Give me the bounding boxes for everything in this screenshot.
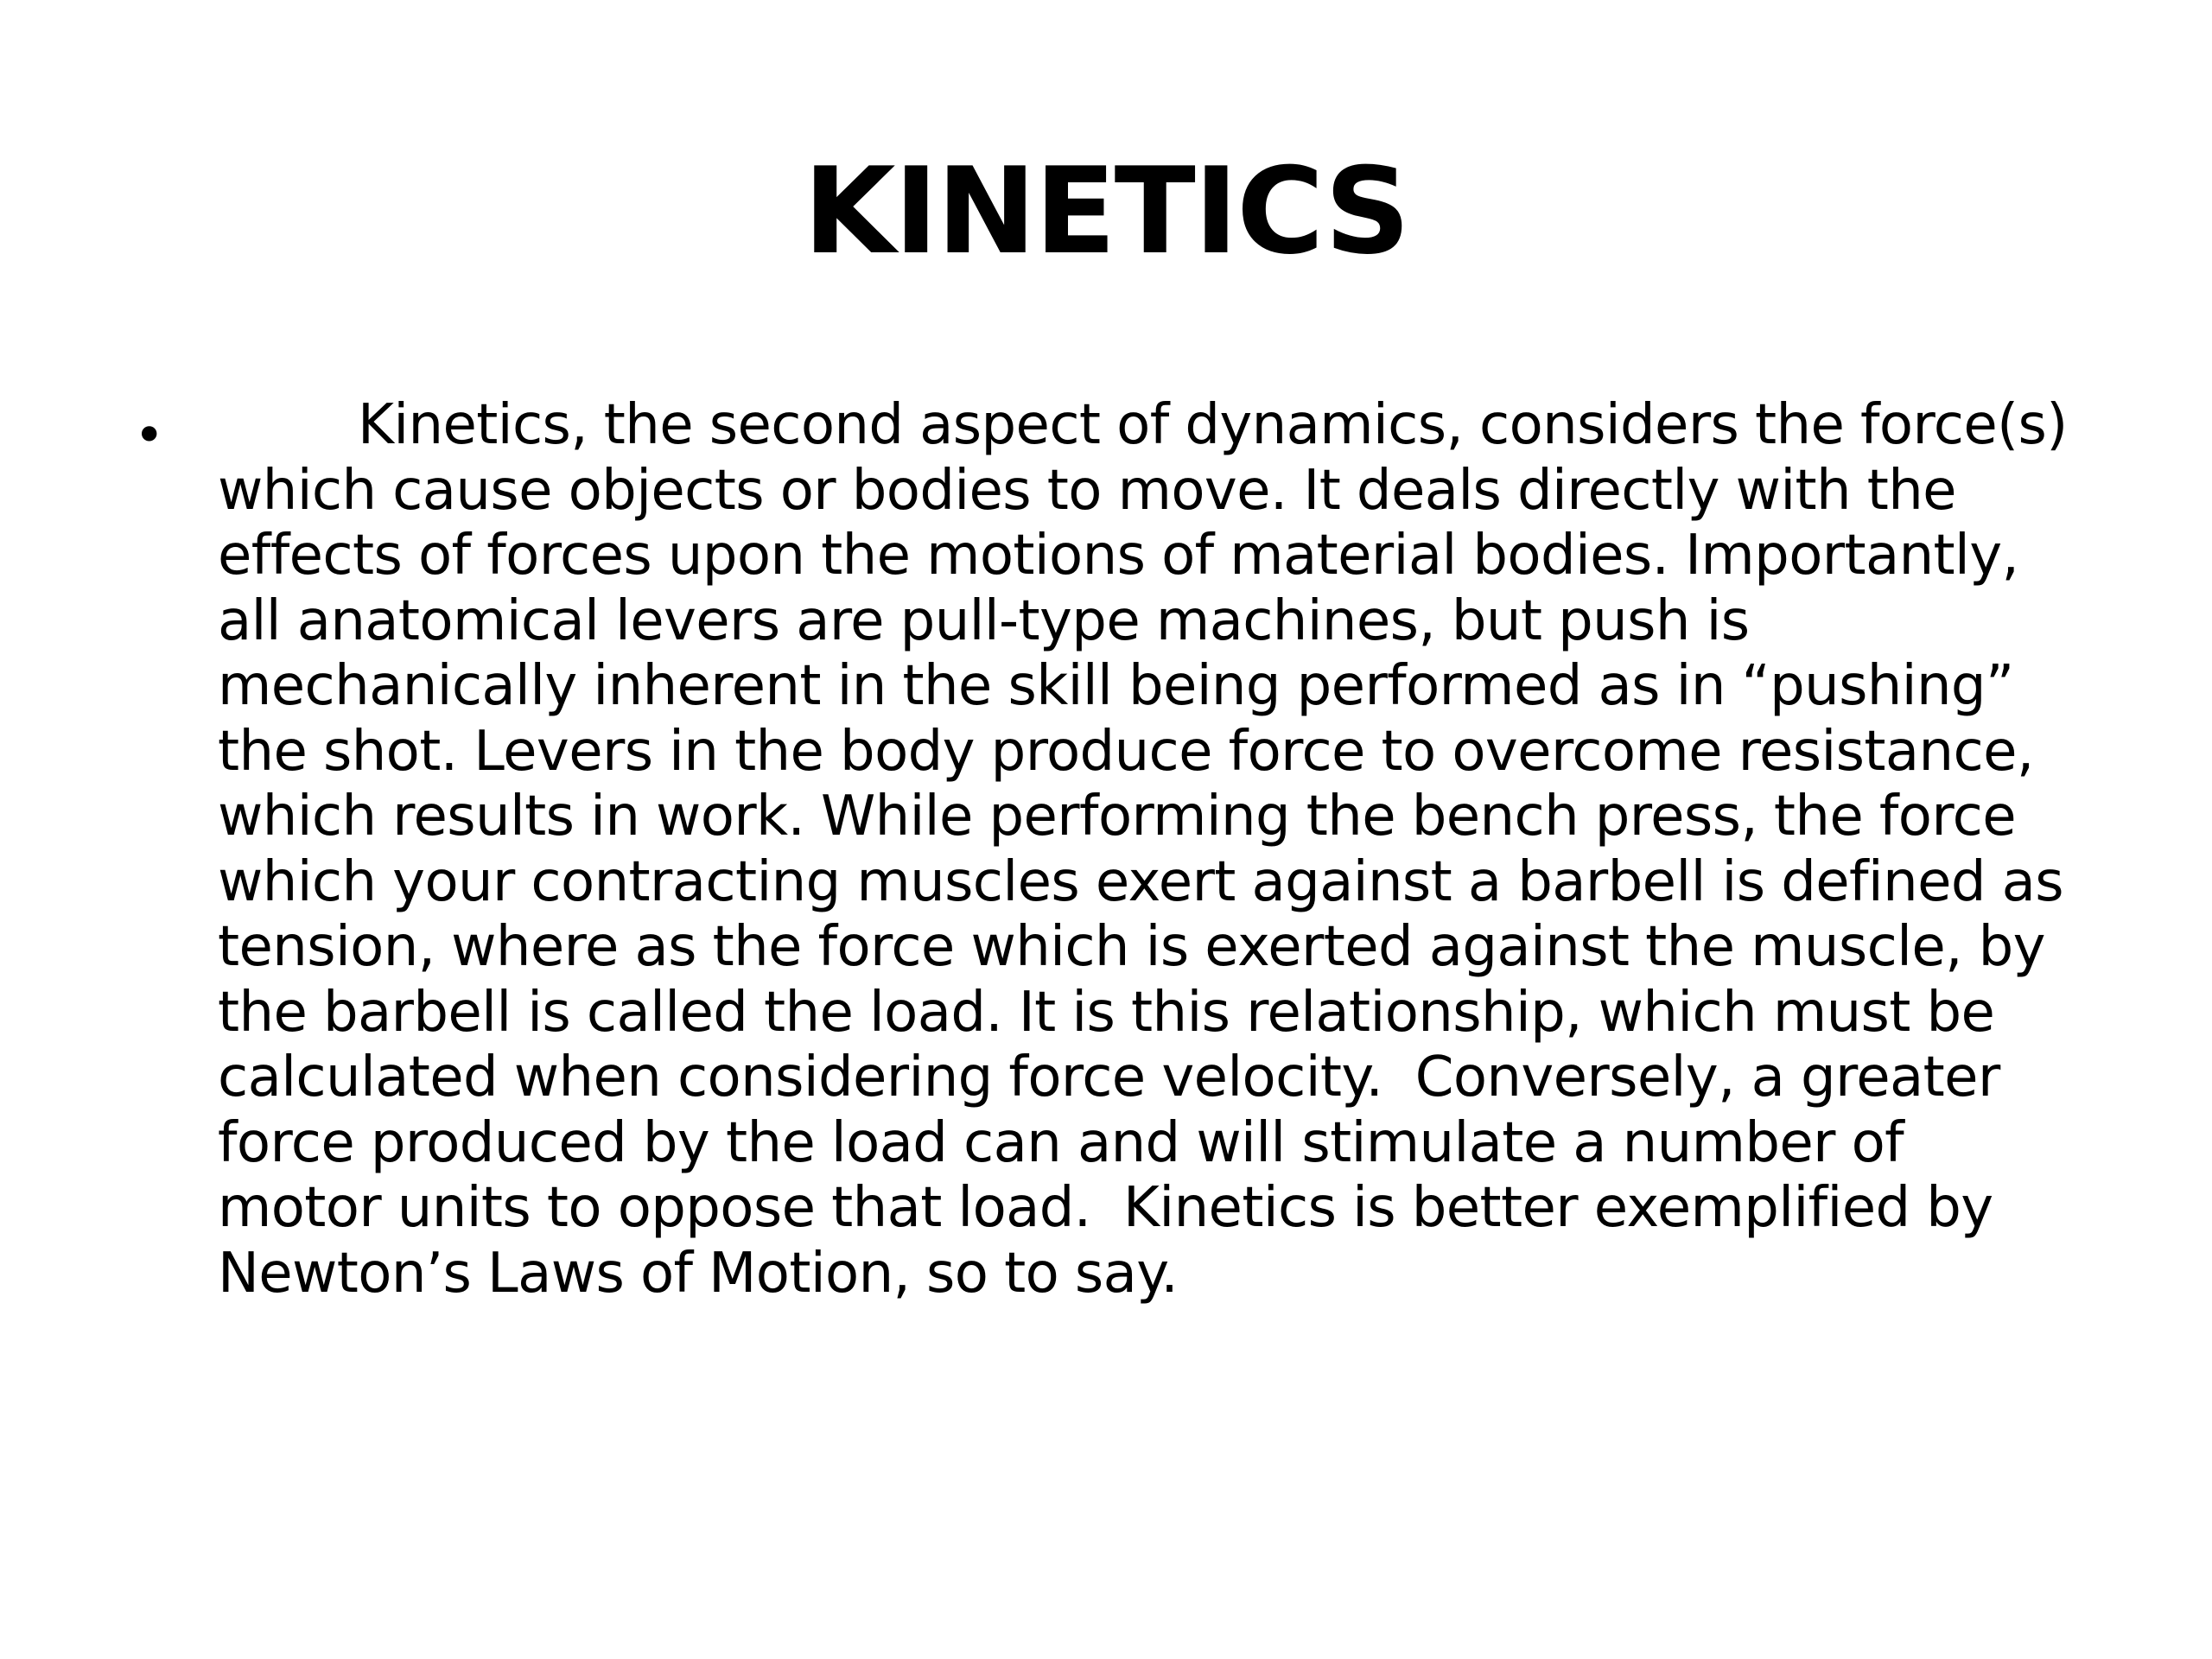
paragraph-line: mechanically inherent in the skill being performed as in “pushing” xyxy=(218,654,2014,718)
paragraph-line: which results in work. While performing the bench press, the force xyxy=(218,785,2016,849)
bullet-marker: • xyxy=(134,405,165,466)
paragraph-line: the barbell is called the load. It is this relationship, which must be xyxy=(218,980,1995,1045)
slide-title: KINETICS xyxy=(803,142,1409,281)
paragraph-line: which your contracting muscles exert against a barbell is defined as xyxy=(218,849,2063,914)
paragraph-line: which cause objects or bodies to move. It deals directly with the xyxy=(218,458,1956,523)
paragraph-line: the shot. Levers in the body produce force to overcome resistance, xyxy=(218,719,2034,784)
paragraph-line: Kinetics, the second aspect of dynamics, considers the force(s) xyxy=(358,393,2068,457)
paragraph-line: tension, where as the force which is exerted against the muscle, by xyxy=(218,915,2045,979)
paragraph-line: Newton’s Laws of Motion, so to say. xyxy=(218,1241,1179,1306)
paragraph-line: effects of forces upon the motions of material bodies. Importantly, xyxy=(218,524,2019,588)
paragraph-line: force produced by the load can and will stimulate a number of xyxy=(218,1110,1904,1175)
paragraph-line: motor units to oppose that load. Kinetics is better exemplified by xyxy=(218,1176,1993,1240)
paragraph-line: calculated when considering force velocity. Conversely, a greater xyxy=(218,1046,2000,1109)
paragraph-line: all anatomical levers are pull-type machines, but push is xyxy=(218,588,1750,653)
bullet-paragraph xyxy=(218,393,2084,1306)
